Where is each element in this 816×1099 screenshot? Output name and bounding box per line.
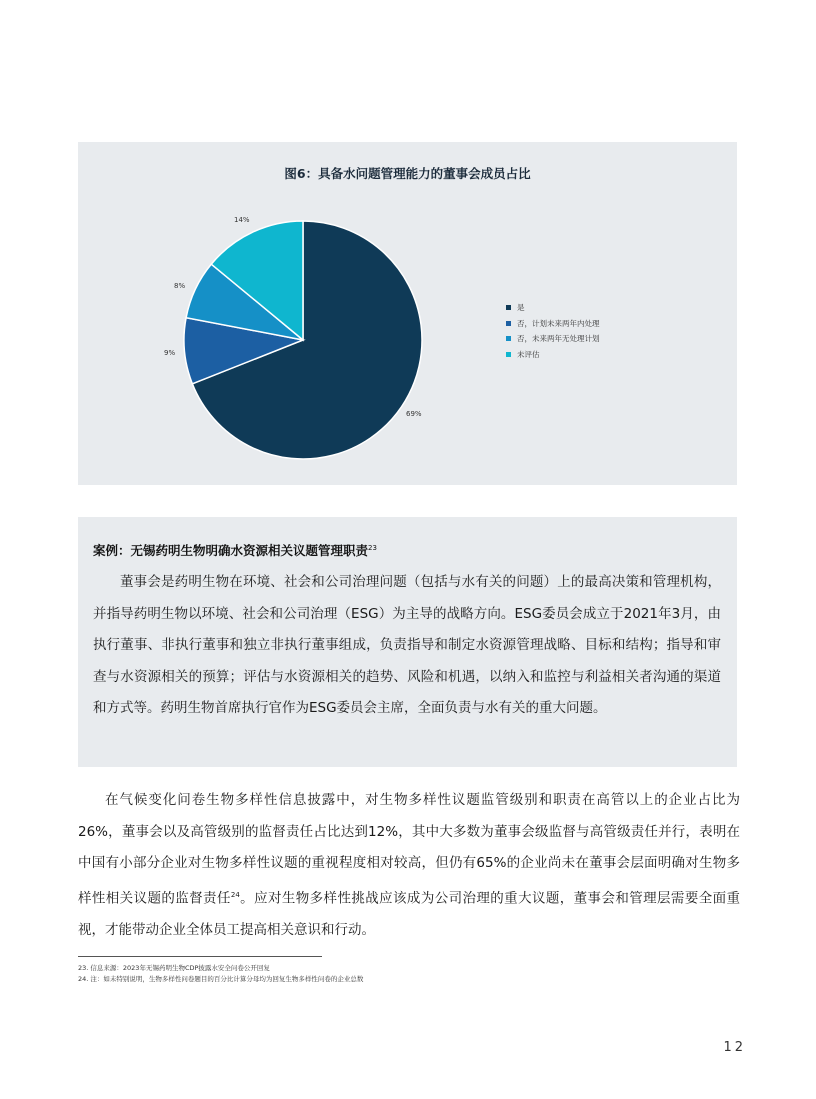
pie-label-noplan: 8%	[174, 282, 186, 290]
legend-label: 未评估	[517, 349, 540, 359]
legend-label: 否，未来两年无处理计划	[517, 334, 600, 344]
page-number: 12	[723, 1040, 746, 1055]
legend-swatch	[506, 321, 511, 326]
legend-label: 是	[517, 303, 525, 313]
case-body: 董事会是药明生物在环境、社会和公司治理问题（包括与水有关的问题）上的最高决策和管理机构，并指导药明生物以环境、社会和公司治理（ESG）为主导的战略方向。ESG委员会成立于2021年3月，由执行董事、非执行董事和独立非执行董事组成，负责指导和制定水资源管理战略、目标和结构；指导和审查与水资源相关的预算；评估与水资源相关的趋势、风险和机遇，以纳入和监控与利益相关者沟通的渠道和方式等。药明生物首席执行官作为ESG委员会主席，全面负责与水有关的重大问题。	[93, 574, 721, 716]
legend-item	[506, 331, 600, 347]
footnote-23: 23. 信息来源：2023年无锡药明生物CDP披露水安全问卷公开回复	[78, 964, 270, 972]
legend-item	[506, 300, 600, 316]
legend-item	[506, 316, 600, 332]
body-text-part2: 。应对生物多样性挑战应该成为公司治理的重大议题，董事会和管理层需要全面重视，才能带动企业全体员工提高相关意识和行动。	[78, 890, 741, 938]
legend-label: 否，计划未来两年内处理	[517, 318, 600, 328]
case-title-footnote-ref: 23	[368, 543, 377, 552]
pie-label-plan: 9%	[164, 349, 176, 357]
body-paragraph	[78, 785, 740, 946]
chart-legend	[506, 300, 600, 362]
footnote-divider	[78, 956, 322, 957]
pie-chart	[78, 142, 737, 485]
legend-swatch	[506, 305, 511, 310]
legend-swatch	[506, 352, 511, 357]
figure-panel	[78, 142, 737, 485]
body-text-part1: 在气候变化问卷生物多样性信息披露中，对生物多样性议题监管级别和职责在高管以上的企业占比为26%，董事会以及高管级别的监督责任占比达到12%，其中大多数为董事会级监督与高管级责任并行，表明在中国有小部分企业对生物多样性议题的重视程度相对较高，但仍有65%的企业尚未在董事会层面明确对生物多样性相关议题的监督责任	[78, 792, 740, 906]
pie-label-unassessed: 14%	[234, 216, 250, 224]
footnote-24: 24. 注：如未特别说明，生物多样性问卷题目的百分比计算分母均为回复生物多样性问卷的企业总数	[78, 975, 364, 983]
case-title-text: 案例：无锡药明生物明确水资源相关议题管理职责	[93, 543, 369, 558]
footnotes	[78, 963, 363, 985]
case-study-panel	[78, 517, 737, 767]
legend-swatch	[506, 336, 511, 341]
footnote-ref: 24	[230, 890, 240, 899]
case-title	[93, 541, 377, 559]
figure-title: 图6：具备水问题管理能力的董事会成员占比	[284, 166, 531, 181]
pie-label-yes: 69%	[406, 410, 422, 418]
legend-item	[506, 347, 600, 363]
